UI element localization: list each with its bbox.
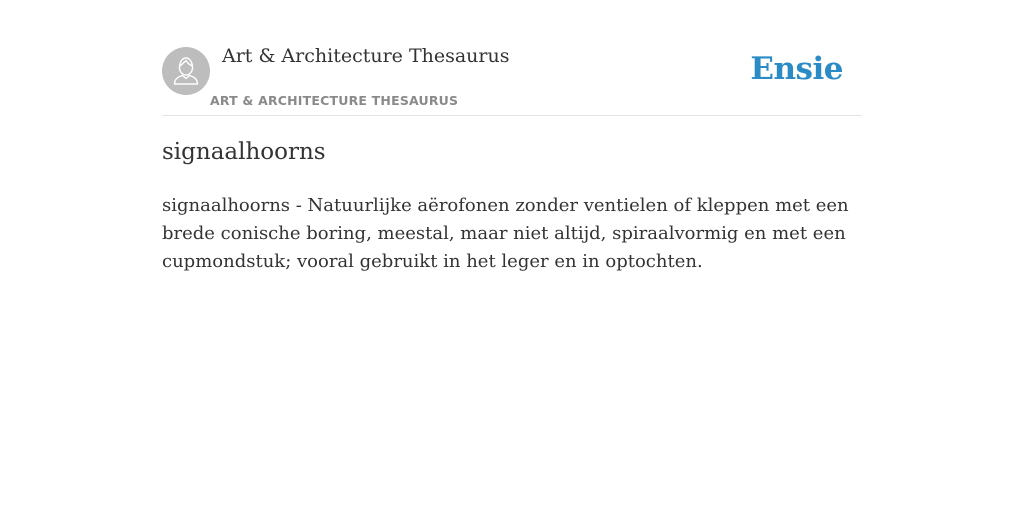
source-name-link[interactable]: Art & Architecture Thesaurus [222,45,510,67]
user-silhouette-icon [162,47,210,95]
brand-logo[interactable]: Ensie [750,51,843,87]
avatar[interactable] [162,47,210,95]
entry-header [162,0,862,116]
page-title: signaalhoorns [162,139,326,165]
definition-text: signaalhoorns - Natuurlijke aërofonen zonder ventielen of kleppen met een brede conische boring, meestal, maar niet altijd, spiraalvormig en met een cupmondstuk; vooral gebruikt in het leger en in optochten. [162,195,849,272]
entry-card [162,0,862,272]
source-subtitle: ART & ARCHITECTURE THESAURUS [210,93,459,108]
